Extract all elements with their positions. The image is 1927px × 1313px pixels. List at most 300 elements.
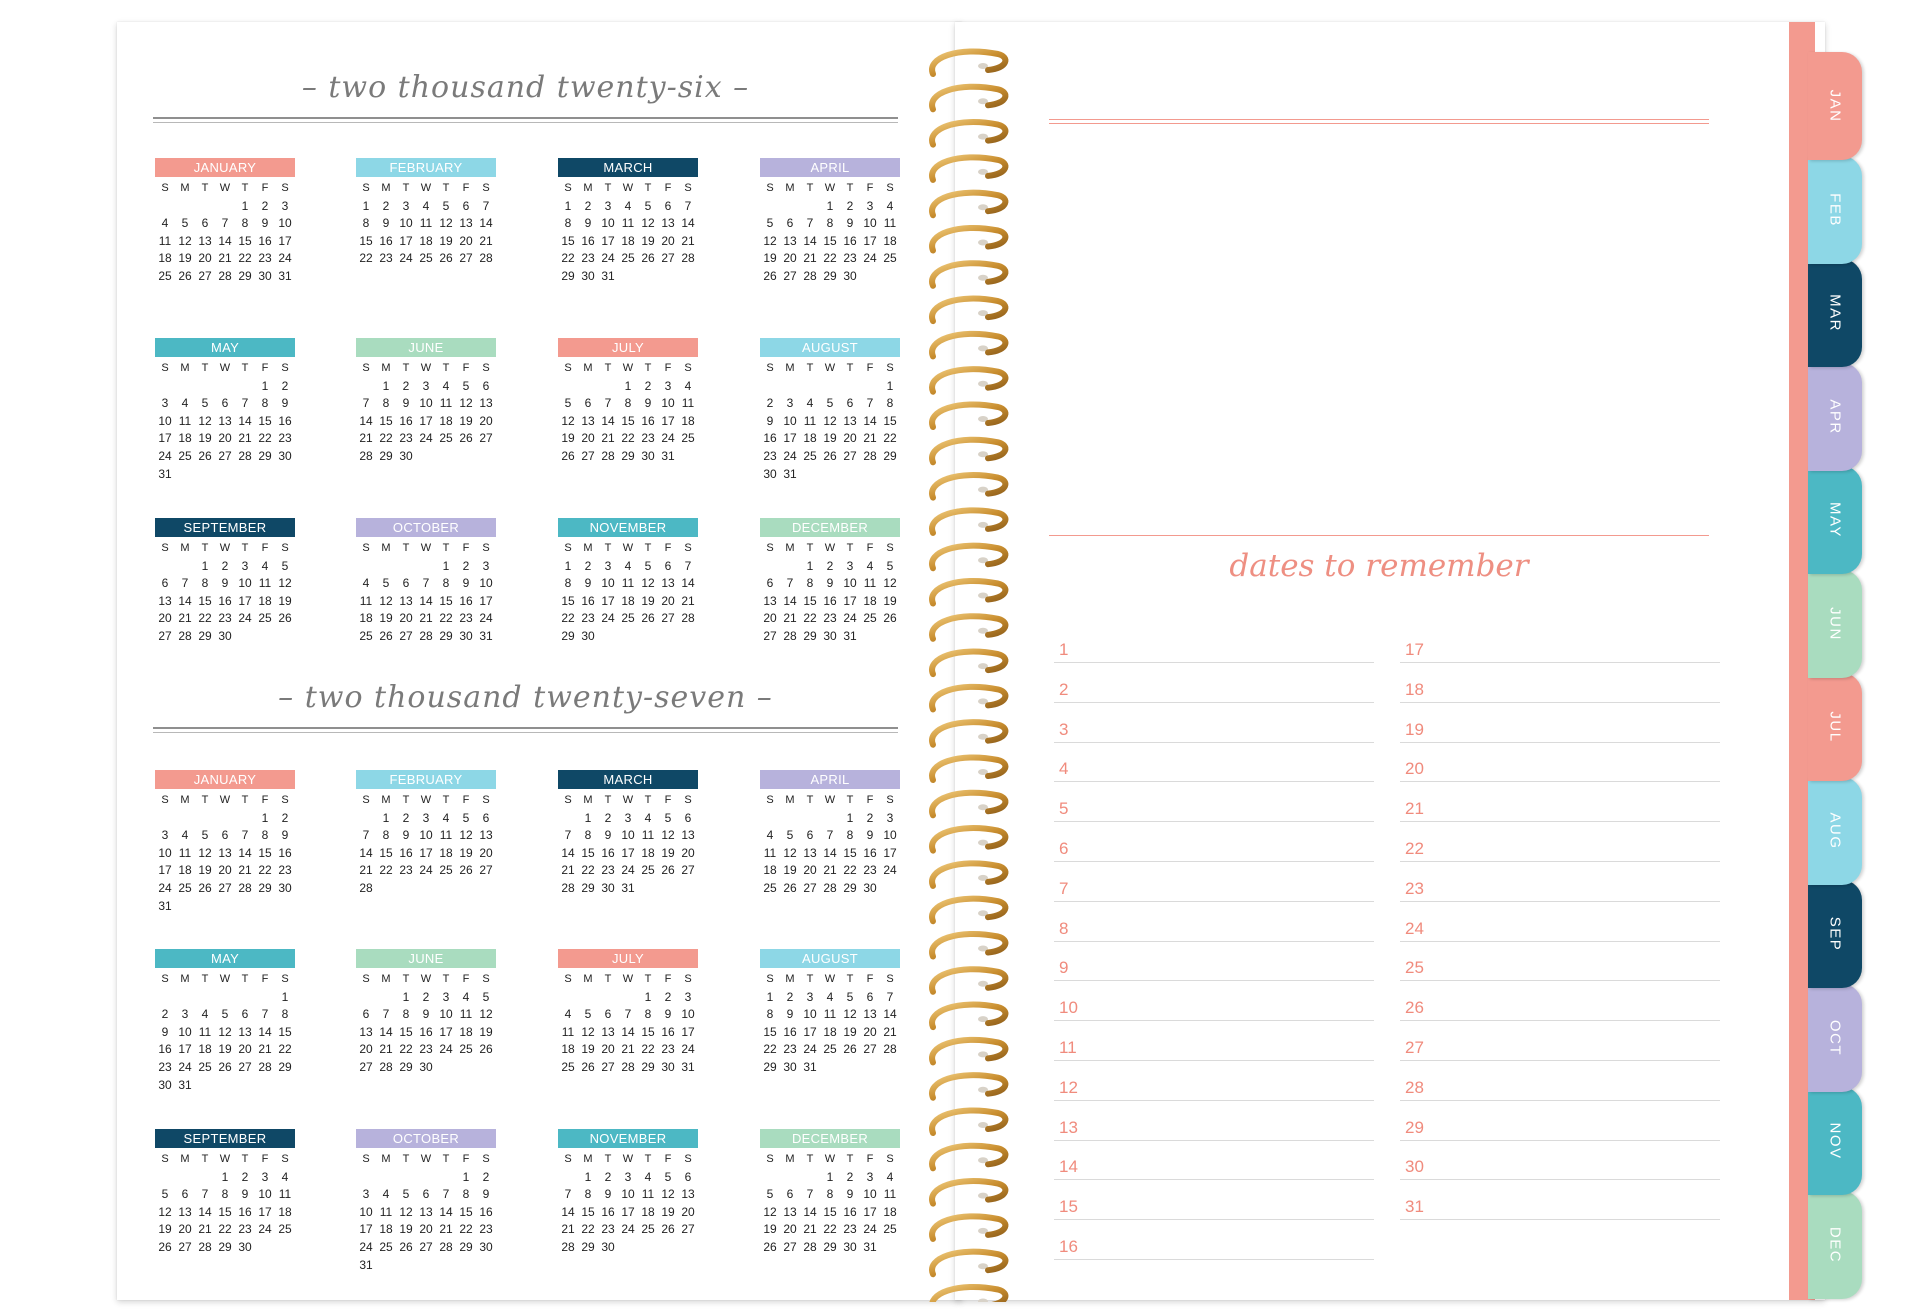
- day-number: 12: [379, 593, 393, 608]
- day-number: 29: [823, 268, 837, 283]
- day-number: 23: [419, 1042, 433, 1057]
- month-name-bar: JANUARY: [155, 770, 295, 789]
- day-number: 11: [379, 1204, 393, 1219]
- day-number: 3: [161, 828, 169, 843]
- day-number: 29: [439, 628, 453, 643]
- day-number: 2: [402, 378, 410, 393]
- date-entry-line[interactable]: [1400, 1028, 1720, 1061]
- tab-label: AUG: [1826, 811, 1844, 850]
- day-number: 20: [158, 611, 172, 626]
- day-number: 19: [763, 1222, 777, 1237]
- day-number: 30: [238, 1239, 252, 1254]
- weekday-header: T: [604, 182, 612, 194]
- day-number: 9: [826, 576, 834, 591]
- day-grid: [155, 971, 295, 1094]
- day-number: 7: [684, 558, 692, 573]
- tab-apr[interactable]: [1808, 363, 1862, 471]
- tab-sep[interactable]: [1808, 880, 1862, 988]
- day-number: 2: [766, 396, 774, 411]
- day-number: 10: [419, 828, 433, 843]
- weekday-header: S: [766, 794, 774, 806]
- day-number: 3: [624, 810, 632, 825]
- empty-cell: [618, 989, 638, 1007]
- day-number: 26: [399, 1239, 413, 1254]
- day-number: 27: [803, 880, 817, 895]
- day-number: 25: [439, 431, 453, 446]
- day-number: 6: [866, 989, 874, 1004]
- date-number: 19: [1405, 719, 1424, 739]
- day-number: 4: [261, 558, 269, 573]
- day-number: 26: [459, 431, 473, 446]
- date-entry-line[interactable]: [1400, 789, 1720, 822]
- weekday-header: W: [824, 362, 836, 374]
- day-number: 2: [846, 198, 854, 213]
- day-number: 19: [581, 1042, 595, 1057]
- day-number: 21: [359, 431, 373, 446]
- day-number: 1: [826, 198, 834, 213]
- date-entry-line[interactable]: [1400, 749, 1720, 782]
- day-number: 28: [561, 880, 575, 895]
- weekday-header: F: [261, 362, 269, 374]
- date-entry-line[interactable]: [1400, 829, 1720, 862]
- weekday-header: F: [664, 362, 672, 374]
- date-entry-line[interactable]: [1054, 1187, 1374, 1220]
- weekday-header: F: [261, 182, 269, 194]
- day-number: 16: [601, 845, 615, 860]
- day-number: 23: [661, 1042, 675, 1057]
- day-number: 28: [359, 880, 373, 895]
- weekday-header: T: [604, 1153, 612, 1165]
- weekday-header: F: [664, 1153, 672, 1165]
- spiral-coil: [932, 510, 1005, 533]
- day-number: 4: [644, 1169, 652, 1184]
- day-number: 28: [561, 1239, 575, 1254]
- day-number: 18: [158, 251, 172, 266]
- day-number: 9: [482, 1187, 490, 1202]
- day-number: 16: [601, 1204, 615, 1219]
- day-number: 25: [681, 431, 695, 446]
- month-september: [155, 518, 295, 646]
- day-number: 14: [561, 845, 575, 860]
- day-number: 21: [419, 611, 433, 626]
- weekday-header: F: [261, 542, 269, 554]
- day-number: 6: [684, 1169, 692, 1184]
- weekday-header: S: [766, 542, 774, 554]
- day-number: 29: [843, 880, 857, 895]
- day-number: 16: [843, 233, 857, 248]
- day-number: 24: [621, 1222, 635, 1237]
- day-number: 7: [684, 198, 692, 213]
- day-number: 27: [178, 1239, 192, 1254]
- date-entry-line[interactable]: [1400, 909, 1720, 942]
- day-number: 16: [479, 1204, 493, 1219]
- day-number: 15: [883, 413, 897, 428]
- date-entry-line[interactable]: [1054, 749, 1374, 782]
- day-number: 8: [241, 216, 249, 231]
- day-number: 8: [362, 216, 370, 231]
- day-number: 12: [581, 1024, 595, 1039]
- day-number: 8: [846, 828, 854, 843]
- date-entry-line[interactable]: [1400, 710, 1720, 743]
- day-number: 7: [624, 1007, 632, 1022]
- day-number: 5: [886, 558, 894, 573]
- empty-cell: [800, 198, 820, 216]
- weekday-header: W: [420, 542, 432, 554]
- day-number: 22: [258, 431, 272, 446]
- day-number: 11: [883, 216, 897, 231]
- day-number: 20: [178, 1222, 192, 1237]
- day-number: 19: [763, 251, 777, 266]
- weekday-header: S: [684, 362, 692, 374]
- day-number: 28: [198, 1239, 212, 1254]
- date-entry-line[interactable]: [1400, 1147, 1720, 1180]
- day-number: 28: [258, 1059, 272, 1074]
- empty-cell: [780, 558, 800, 576]
- day-number: 16: [581, 233, 595, 248]
- day-number: 11: [803, 413, 817, 428]
- weekday-header: W: [219, 973, 231, 985]
- day-number: 27: [681, 863, 695, 878]
- day-number: 5: [201, 396, 209, 411]
- tab-dec[interactable]: [1808, 1191, 1862, 1299]
- date-entry-line[interactable]: [1400, 988, 1720, 1021]
- empty-cell: [155, 810, 175, 828]
- day-number: 6: [161, 576, 169, 591]
- day-number: 24: [399, 251, 413, 266]
- date-entry-line[interactable]: [1054, 909, 1374, 942]
- weekday-header: T: [846, 794, 854, 806]
- year-divider-2027: [153, 727, 898, 729]
- date-entry-line[interactable]: [1400, 630, 1720, 663]
- day-number: 28: [601, 448, 615, 463]
- empty-cell: [800, 378, 820, 396]
- day-number: 27: [218, 448, 232, 463]
- day-number: 4: [422, 198, 430, 213]
- day-number: 29: [581, 880, 595, 895]
- day-number: 27: [843, 448, 857, 463]
- day-number: 24: [479, 611, 493, 626]
- day-number: 26: [783, 880, 797, 895]
- date-number: 1: [1059, 640, 1069, 659]
- spiral-coil: [932, 793, 1005, 816]
- day-number: 8: [281, 1007, 289, 1022]
- tab-nov[interactable]: [1808, 1087, 1862, 1195]
- day-number: 24: [439, 1042, 453, 1057]
- empty-cell: [155, 198, 175, 216]
- day-number: 3: [664, 378, 672, 393]
- weekday-header: S: [886, 1153, 894, 1165]
- day-number: 19: [379, 611, 393, 626]
- day-number: 9: [462, 576, 470, 591]
- tab-may[interactable]: [1808, 466, 1862, 574]
- empty-cell: [195, 378, 215, 396]
- day-number: 22: [399, 1042, 413, 1057]
- day-number: 26: [379, 628, 393, 643]
- weekday-header: S: [482, 542, 490, 554]
- day-number: 23: [601, 863, 615, 878]
- day-number: 3: [402, 198, 410, 213]
- day-number: 28: [681, 611, 695, 626]
- day-number: 5: [664, 1169, 672, 1184]
- day-number: 30: [763, 466, 777, 481]
- day-number: 24: [843, 611, 857, 626]
- day-number: 31: [843, 628, 857, 643]
- day-number: 26: [661, 1222, 675, 1237]
- day-number: 17: [863, 1204, 877, 1219]
- day-number: 16: [258, 233, 272, 248]
- day-number: 31: [601, 268, 615, 283]
- day-number: 17: [621, 845, 635, 860]
- day-number: 4: [684, 378, 692, 393]
- day-number: 11: [419, 216, 433, 231]
- day-number: 9: [766, 413, 774, 428]
- weekday-header: S: [684, 1153, 692, 1165]
- empty-cell: [760, 1169, 780, 1187]
- weekday-header: F: [866, 794, 874, 806]
- day-number: 28: [823, 880, 837, 895]
- day-number: 20: [681, 1204, 695, 1219]
- weekday-header: W: [219, 794, 231, 806]
- weekday-header: T: [806, 1153, 814, 1165]
- day-number: 11: [823, 1007, 837, 1022]
- date-entry-line[interactable]: [1054, 789, 1374, 822]
- day-number: 6: [422, 1187, 430, 1202]
- day-number: 25: [621, 611, 635, 626]
- day-number: 2: [161, 1007, 169, 1022]
- day-number: 12: [561, 413, 575, 428]
- day-number: 27: [783, 268, 797, 283]
- day-number: 29: [258, 880, 272, 895]
- day-number: 2: [482, 1169, 490, 1184]
- date-entry-line[interactable]: [1400, 948, 1720, 981]
- day-number: 24: [601, 611, 615, 626]
- day-number: 27: [479, 431, 493, 446]
- weekday-header: T: [644, 182, 652, 194]
- day-number: 30: [641, 448, 655, 463]
- date-entry-line[interactable]: [1054, 710, 1374, 743]
- day-number: 13: [479, 828, 493, 843]
- spiral-coil: [932, 1287, 1005, 1302]
- day-number: 15: [258, 845, 272, 860]
- date-entry-line[interactable]: [1054, 1227, 1374, 1260]
- weekday-header: W: [824, 1153, 836, 1165]
- weekday-header: F: [261, 973, 269, 985]
- day-number: 11: [258, 576, 272, 591]
- month-october: [356, 1129, 496, 1274]
- day-number: 1: [261, 378, 269, 393]
- day-number: 13: [359, 1024, 373, 1039]
- weekday-header: S: [161, 182, 169, 194]
- date-number: 23: [1405, 878, 1424, 898]
- date-entry-line[interactable]: [1054, 1147, 1374, 1180]
- month-name-bar: JUNE: [356, 338, 496, 357]
- spiral-coil: [932, 475, 1005, 498]
- weekday-header: T: [846, 182, 854, 194]
- day-number: 8: [442, 576, 450, 591]
- day-number: 30: [601, 1239, 615, 1254]
- day-number: 4: [281, 1169, 289, 1184]
- month-name-bar: NOVEMBER: [558, 1129, 698, 1148]
- day-number: 5: [181, 216, 189, 231]
- day-number: 12: [661, 828, 675, 843]
- day-number: 18: [883, 1204, 897, 1219]
- day-number: 9: [846, 216, 854, 231]
- date-entry-line[interactable]: [1400, 1068, 1720, 1101]
- date-entry-line[interactable]: [1054, 829, 1374, 862]
- day-number: 11: [459, 1007, 473, 1022]
- weekday-header: T: [806, 542, 814, 554]
- day-number: 8: [221, 1187, 229, 1202]
- day-number: 8: [886, 396, 894, 411]
- day-number: 26: [883, 611, 897, 626]
- day-number: 5: [201, 828, 209, 843]
- day-number: 15: [561, 593, 575, 608]
- tab-label: NOV: [1826, 1122, 1844, 1160]
- date-entry-line[interactable]: [1054, 670, 1374, 703]
- day-grid: [760, 1151, 900, 1257]
- day-number: 29: [803, 628, 817, 643]
- date-entry-line[interactable]: [1054, 869, 1374, 902]
- date-entry-line[interactable]: [1400, 1187, 1720, 1220]
- day-number: 24: [601, 251, 615, 266]
- day-number: 28: [681, 251, 695, 266]
- day-number: 16: [843, 1204, 857, 1219]
- day-number: 15: [581, 845, 595, 860]
- weekday-header: S: [482, 973, 490, 985]
- date-entry-line[interactable]: [1400, 869, 1720, 902]
- weekday-header: F: [866, 542, 874, 554]
- tab-jun[interactable]: [1808, 570, 1862, 678]
- day-number: 19: [158, 1222, 172, 1237]
- day-number: 16: [419, 1024, 433, 1039]
- day-number: 30: [581, 268, 595, 283]
- day-number: 20: [479, 413, 493, 428]
- day-number: 11: [621, 576, 635, 591]
- weekday-header: T: [402, 794, 410, 806]
- day-number: 4: [462, 989, 470, 1004]
- day-number: 31: [661, 448, 675, 463]
- day-number: 2: [604, 1169, 612, 1184]
- day-number: 18: [278, 1204, 292, 1219]
- weekday-header: W: [219, 1153, 231, 1165]
- date-entry-line[interactable]: [1400, 1108, 1720, 1141]
- day-number: 7: [241, 828, 249, 843]
- day-number: 14: [359, 845, 373, 860]
- spiral-coil: [932, 616, 1005, 639]
- day-number: 27: [238, 1059, 252, 1074]
- day-number: 5: [644, 558, 652, 573]
- empty-cell: [558, 810, 578, 828]
- day-number: 7: [201, 1187, 209, 1202]
- empty-cell: [800, 1169, 820, 1187]
- day-number: 2: [846, 1169, 854, 1184]
- tab-jan[interactable]: [1808, 52, 1862, 160]
- month-name-bar: JANUARY: [155, 158, 295, 177]
- day-number: 28: [238, 880, 252, 895]
- tab-jul[interactable]: [1808, 673, 1862, 781]
- day-grid: [760, 971, 900, 1077]
- day-number: 20: [479, 845, 493, 860]
- day-number: 3: [422, 810, 430, 825]
- day-number: 27: [399, 628, 413, 643]
- day-number: 20: [238, 1042, 252, 1057]
- weekday-header: M: [381, 182, 391, 194]
- weekday-header: W: [219, 182, 231, 194]
- day-number: 22: [621, 431, 635, 446]
- weekday-header: M: [583, 973, 593, 985]
- weekday-header: T: [241, 542, 249, 554]
- weekday-header: T: [402, 973, 410, 985]
- day-number: 11: [681, 396, 695, 411]
- day-number: 2: [281, 810, 289, 825]
- spiral-coil: [932, 969, 1005, 992]
- day-number: 16: [278, 845, 292, 860]
- day-number: 7: [806, 1187, 814, 1202]
- day-number: 4: [181, 396, 189, 411]
- day-number: 13: [681, 1187, 695, 1202]
- day-number: 25: [419, 251, 433, 266]
- day-number: 27: [863, 1042, 877, 1057]
- spiral-coil: [932, 1110, 1005, 1133]
- tab-aug[interactable]: [1808, 777, 1862, 885]
- weekday-header: T: [241, 973, 249, 985]
- top-rule: [1049, 119, 1709, 120]
- weekday-header: M: [785, 973, 795, 985]
- day-number: 27: [198, 268, 212, 283]
- date-entry-line[interactable]: [1054, 988, 1374, 1021]
- day-number: 14: [218, 233, 232, 248]
- weekday-header: T: [402, 542, 410, 554]
- spiral-coil: [932, 404, 1005, 427]
- date-number: 13: [1059, 1117, 1078, 1137]
- day-number: 10: [883, 828, 897, 843]
- day-number: 12: [218, 1024, 232, 1039]
- day-number: 22: [238, 251, 252, 266]
- date-entry-line[interactable]: [1054, 1108, 1374, 1141]
- tab-mar[interactable]: [1808, 259, 1862, 367]
- day-number: 23: [379, 251, 393, 266]
- day-grid: [356, 971, 496, 1077]
- day-number: 3: [442, 989, 450, 1004]
- day-number: 25: [883, 1222, 897, 1237]
- tab-feb[interactable]: [1808, 156, 1862, 264]
- day-number: 9: [786, 1007, 794, 1022]
- date-entry-line[interactable]: [1400, 670, 1720, 703]
- tab-oct[interactable]: [1808, 984, 1862, 1092]
- day-number: 29: [218, 1239, 232, 1254]
- day-number: 19: [661, 1204, 675, 1219]
- day-number: 5: [786, 828, 794, 843]
- weekday-header: T: [201, 542, 209, 554]
- day-number: 28: [178, 628, 192, 643]
- day-number: 17: [863, 233, 877, 248]
- empty-cell: [235, 378, 255, 396]
- day-number: 24: [863, 251, 877, 266]
- weekday-header: T: [201, 1153, 209, 1165]
- date-entry-line[interactable]: [1054, 630, 1374, 663]
- day-number: 21: [258, 1042, 272, 1057]
- day-number: 27: [681, 1222, 695, 1237]
- spiral-coil: [932, 228, 1005, 251]
- day-number: 27: [661, 251, 675, 266]
- day-number: 23: [823, 611, 837, 626]
- day-number: 19: [399, 1222, 413, 1237]
- day-number: 23: [581, 611, 595, 626]
- day-number: 15: [198, 593, 212, 608]
- date-entry-line[interactable]: [1054, 948, 1374, 981]
- date-entry-line[interactable]: [1054, 1028, 1374, 1061]
- date-entry-line[interactable]: [1054, 1068, 1374, 1101]
